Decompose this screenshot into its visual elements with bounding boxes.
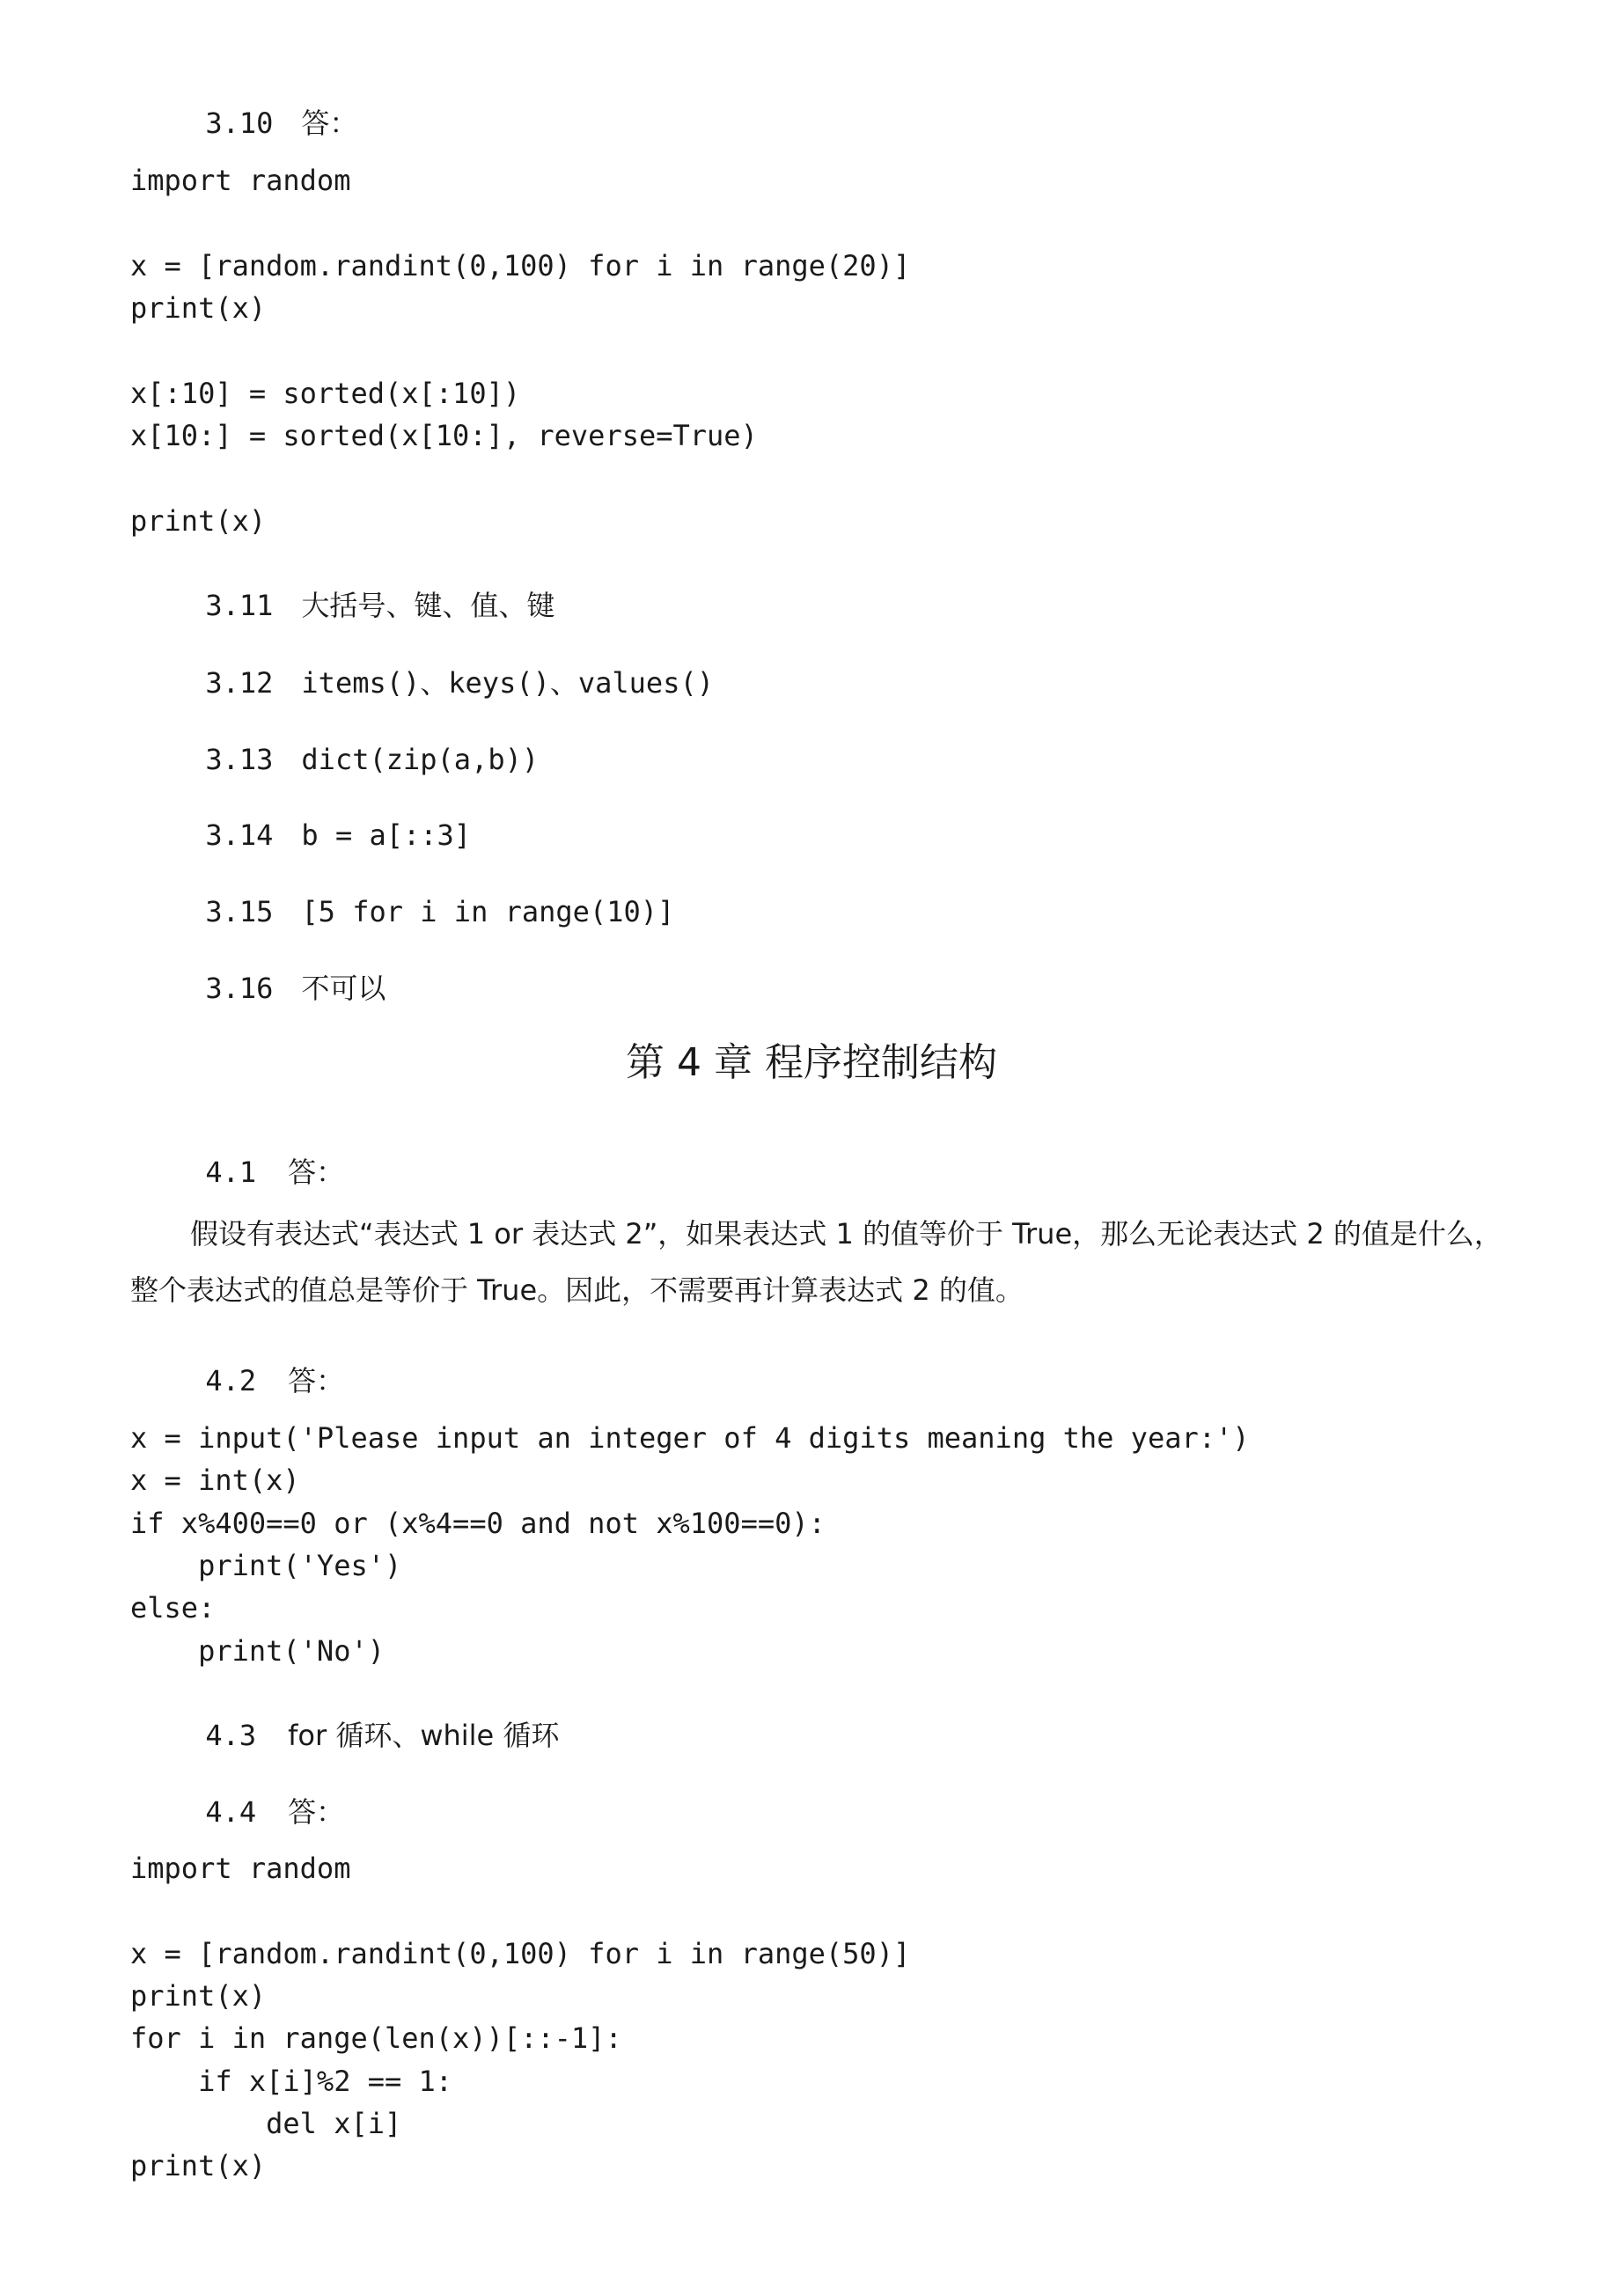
answer-paragraph: 假设有表达式“表达式 1 or 表达式 2”，如果表达式 1 的值等价于 True，那么无论表达式 2 的值是什么，整个表达式的值总是等价于 True。因此，不需要再计算表达式 2 的值。 (130, 1217, 1502, 1307)
code-line: if x%400==0 or (x%4==0 and not x%100==0): (130, 1507, 826, 1540)
code-line: del x[i] (130, 2107, 402, 2140)
question-3-16 (187, 960, 386, 1016)
question-number: 4.1 (205, 1155, 257, 1189)
question-3-15 (187, 884, 674, 940)
question-4-2 (187, 1353, 344, 1409)
code-line: x = int(x) (130, 1463, 300, 1497)
question-4-1 (187, 1144, 344, 1200)
code-line: print('No') (130, 1634, 385, 1668)
code-line: x = [random.randint(0,100) for i in range(50)] (130, 1937, 911, 1970)
answer-label: 答： (301, 106, 358, 140)
code-line: print(x) (130, 1979, 267, 2013)
answer-label: 答： (288, 1364, 345, 1397)
question-number: 3.15 (205, 895, 274, 928)
answer-text: 大括号、键、值、键 (301, 589, 555, 622)
question-number: 3.11 (205, 589, 274, 622)
question-number: 4.2 (205, 1364, 257, 1397)
code-line: x[:10] = sorted(x[:10]) (130, 377, 521, 410)
code-line: if x[i]%2 == 1: (130, 2065, 453, 2098)
answer-text: for 循环、while 循环 (288, 1719, 560, 1752)
answer-label: 答： (288, 1795, 345, 1829)
code-line: else: (130, 1591, 216, 1625)
question-3-14 (187, 807, 471, 863)
code-line: print(x) (130, 2149, 267, 2182)
question-3-11 (187, 577, 554, 634)
code-line: print(x) (130, 291, 267, 325)
chapter-title: 第 4 章 程序控制结构 (626, 1040, 997, 1085)
answer-text: items()、keys()、values() (301, 666, 714, 700)
question-number: 4.4 (205, 1795, 257, 1829)
question-4-4 (187, 1784, 344, 1840)
question-number: 3.16 (205, 972, 274, 1005)
question-number: 3.13 (205, 743, 274, 776)
question-number: 4.3 (205, 1719, 257, 1752)
answer-text: [5 for i in range(10)] (301, 895, 675, 928)
code-line: for i in range(len(x))[::-1]: (130, 2021, 622, 2055)
code-line: x = input('Please input an integer of 4 digits meaning the year:') (130, 1421, 1250, 1455)
question-3-13 (187, 731, 539, 788)
code-line: print(x) (130, 504, 267, 538)
answer-text: 不可以 (301, 972, 386, 1005)
question-3-12 (187, 655, 714, 711)
code-line: x = [random.randint(0,100) for i in range(20)] (130, 249, 911, 282)
code-line: import random (130, 1852, 351, 1885)
answer-label: 答： (288, 1155, 345, 1189)
answer-text: b = a[::3] (301, 818, 472, 852)
question-number: 3.12 (205, 666, 274, 700)
code-line: print('Yes') (130, 1549, 402, 1582)
question-3-10 (187, 95, 357, 151)
code-line: import random (130, 164, 351, 197)
question-4-3 (187, 1707, 559, 1764)
question-number: 3.10 (205, 106, 274, 140)
answer-text: dict(zip(a,b)) (301, 743, 540, 776)
question-number: 3.14 (205, 818, 274, 852)
code-line: x[10:] = sorted(x[10:], reverse=True) (130, 419, 758, 452)
